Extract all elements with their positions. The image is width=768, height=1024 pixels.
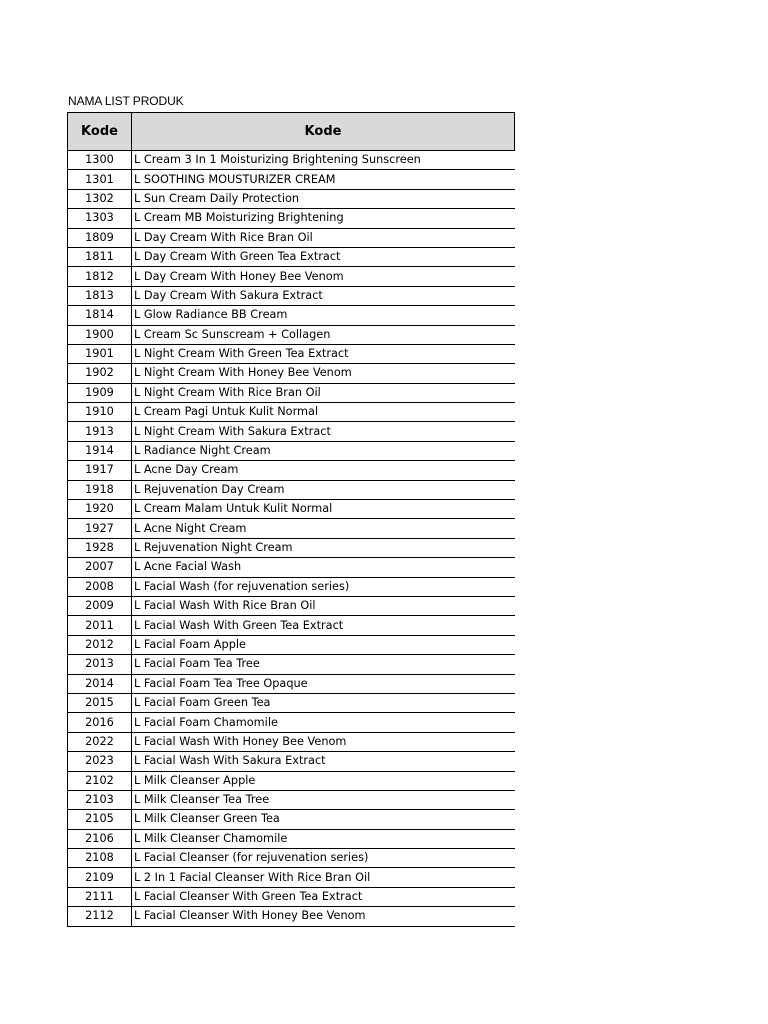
product-name-cell: L Day Cream With Green Tea Extract <box>132 247 515 266</box>
table-row <box>68 228 515 247</box>
product-name-cell: L Facial Foam Tea Tree Opaque <box>132 674 515 693</box>
product-name-cell: L Facial Wash (for rejuvenation series) <box>132 577 515 596</box>
product-name-cell: L Facial Wash With Rice Bran Oil <box>132 596 515 615</box>
table-row <box>68 461 515 480</box>
product-code-cell: 1917 <box>68 461 132 480</box>
product-code-cell: 2103 <box>68 790 132 809</box>
product-code-cell: 2102 <box>68 771 132 790</box>
product-name-cell: L Facial Foam Green Tea <box>132 693 515 712</box>
product-code-cell: 2009 <box>68 596 132 615</box>
product-code-cell: 1910 <box>68 403 132 422</box>
product-code-cell: 2108 <box>68 849 132 868</box>
product-code-cell: 2014 <box>68 674 132 693</box>
table-row <box>68 247 515 266</box>
table-row <box>68 403 515 422</box>
product-code-cell: 1811 <box>68 247 132 266</box>
table-row <box>68 693 515 712</box>
product-name-cell: L Facial Foam Tea Tree <box>132 655 515 674</box>
product-name-cell: L Day Cream With Rice Bran Oil <box>132 228 515 247</box>
table-row <box>68 151 515 170</box>
product-code-cell: 1902 <box>68 364 132 383</box>
product-code-cell: 1812 <box>68 267 132 286</box>
table-row <box>68 189 515 208</box>
product-name-cell: L Night Cream With Sakura Extract <box>132 422 515 441</box>
product-code-cell: 1302 <box>68 189 132 208</box>
product-name-cell: L Cream Malam Untuk Kulit Normal <box>132 500 515 519</box>
product-name-cell: L Acne Day Cream <box>132 461 515 480</box>
table-row <box>68 170 515 189</box>
product-name-cell: L 2 In 1 Facial Cleanser With Rice Bran Oil <box>132 868 515 887</box>
table-header-row <box>68 113 515 151</box>
header-name: Kode <box>132 113 515 151</box>
product-name-cell: L Facial Wash With Sakura Extract <box>132 752 515 771</box>
table-row <box>68 771 515 790</box>
product-name-cell: L Facial Wash With Honey Bee Venom <box>132 732 515 751</box>
product-name-cell: L Facial Cleanser With Honey Bee Venom <box>132 907 515 926</box>
table-row <box>68 713 515 732</box>
product-name-cell: L Facial Foam Apple <box>132 635 515 654</box>
product-name-cell: L Facial Cleanser With Green Tea Extract <box>132 887 515 906</box>
product-name-cell: L Day Cream With Honey Bee Venom <box>132 267 515 286</box>
product-code-cell: 2015 <box>68 693 132 712</box>
product-name-cell: L Day Cream With Sakura Extract <box>132 286 515 305</box>
table-row <box>68 752 515 771</box>
table-row <box>68 209 515 228</box>
product-name-cell: L Cream MB Moisturizing Brightening <box>132 209 515 228</box>
product-name-cell: L Acne Facial Wash <box>132 558 515 577</box>
product-code-cell: 2016 <box>68 713 132 732</box>
table-body <box>68 151 515 927</box>
product-name-cell: L Facial Foam Chamomile <box>132 713 515 732</box>
document-title: NAMA LIST PRODUK <box>68 94 184 108</box>
table-row <box>68 286 515 305</box>
table-row <box>68 364 515 383</box>
product-name-cell: L Milk Cleanser Apple <box>132 771 515 790</box>
table-row <box>68 519 515 538</box>
product-code-cell: 1913 <box>68 422 132 441</box>
product-name-cell: L Rejuvenation Night Cream <box>132 538 515 557</box>
table-row <box>68 480 515 499</box>
table-row <box>68 907 515 926</box>
product-name-cell: L Milk Cleanser Chamomile <box>132 829 515 848</box>
product-code-cell: 2106 <box>68 829 132 848</box>
table-row <box>68 538 515 557</box>
product-table <box>67 112 515 927</box>
product-name-cell: L Night Cream With Rice Bran Oil <box>132 383 515 402</box>
product-code-cell: 1303 <box>68 209 132 228</box>
product-code-cell: 1909 <box>68 383 132 402</box>
table-row <box>68 422 515 441</box>
table-row <box>68 887 515 906</box>
product-code-cell: 1301 <box>68 170 132 189</box>
product-name-cell: L Night Cream With Green Tea Extract <box>132 344 515 363</box>
product-code-cell: 1900 <box>68 325 132 344</box>
product-name-cell: L Facial Wash With Green Tea Extract <box>132 616 515 635</box>
table-row <box>68 868 515 887</box>
table-row <box>68 732 515 751</box>
product-code-cell: 2013 <box>68 655 132 674</box>
product-name-cell: L Night Cream With Honey Bee Venom <box>132 364 515 383</box>
product-code-cell: 2111 <box>68 887 132 906</box>
product-code-cell: 1928 <box>68 538 132 557</box>
product-code-cell: 2112 <box>68 907 132 926</box>
table-row <box>68 674 515 693</box>
product-code-cell: 1927 <box>68 519 132 538</box>
product-name-cell: L Cream Sc Sunscream + Collagen <box>132 325 515 344</box>
table-row <box>68 344 515 363</box>
product-code-cell: 2008 <box>68 577 132 596</box>
product-code-cell: 2007 <box>68 558 132 577</box>
product-name-cell: L Radiance Night Cream <box>132 441 515 460</box>
product-code-cell: 1914 <box>68 441 132 460</box>
product-name-cell: L Cream 3 In 1 Moisturizing Brightening Sunscreen <box>132 151 515 170</box>
table-row <box>68 558 515 577</box>
product-code-cell: 2022 <box>68 732 132 751</box>
product-name-cell: L Glow Radiance BB Cream <box>132 306 515 325</box>
product-code-cell: 1813 <box>68 286 132 305</box>
product-code-cell: 1809 <box>68 228 132 247</box>
header-code: Kode <box>68 113 132 151</box>
product-name-cell: L Facial Cleanser (for rejuvenation series) <box>132 849 515 868</box>
product-name-cell: L SOOTHING MOUSTURIZER CREAM <box>132 170 515 189</box>
table-row <box>68 500 515 519</box>
product-code-cell: 1814 <box>68 306 132 325</box>
table-row <box>68 441 515 460</box>
table-row <box>68 577 515 596</box>
product-code-cell: 1901 <box>68 344 132 363</box>
table-row <box>68 635 515 654</box>
table-row <box>68 829 515 848</box>
table-row <box>68 325 515 344</box>
table-row <box>68 655 515 674</box>
product-name-cell: L Cream Pagi Untuk Kulit Normal <box>132 403 515 422</box>
table-row <box>68 849 515 868</box>
product-name-cell: L Milk Cleanser Green Tea <box>132 810 515 829</box>
product-name-cell: L Acne Night Cream <box>132 519 515 538</box>
product-name-cell: L Sun Cream Daily Protection <box>132 189 515 208</box>
product-code-cell: 2023 <box>68 752 132 771</box>
product-code-cell: 2105 <box>68 810 132 829</box>
table-row <box>68 267 515 286</box>
table-row <box>68 790 515 809</box>
product-code-cell: 1920 <box>68 500 132 519</box>
product-name-cell: L Rejuvenation Day Cream <box>132 480 515 499</box>
product-code-cell: 1300 <box>68 151 132 170</box>
product-code-cell: 2109 <box>68 868 132 887</box>
table-row <box>68 306 515 325</box>
table-row <box>68 616 515 635</box>
product-code-cell: 1918 <box>68 480 132 499</box>
product-code-cell: 2011 <box>68 616 132 635</box>
table-row <box>68 596 515 615</box>
table-row <box>68 383 515 402</box>
product-name-cell: L Milk Cleanser Tea Tree <box>132 790 515 809</box>
product-code-cell: 2012 <box>68 635 132 654</box>
table-row <box>68 810 515 829</box>
